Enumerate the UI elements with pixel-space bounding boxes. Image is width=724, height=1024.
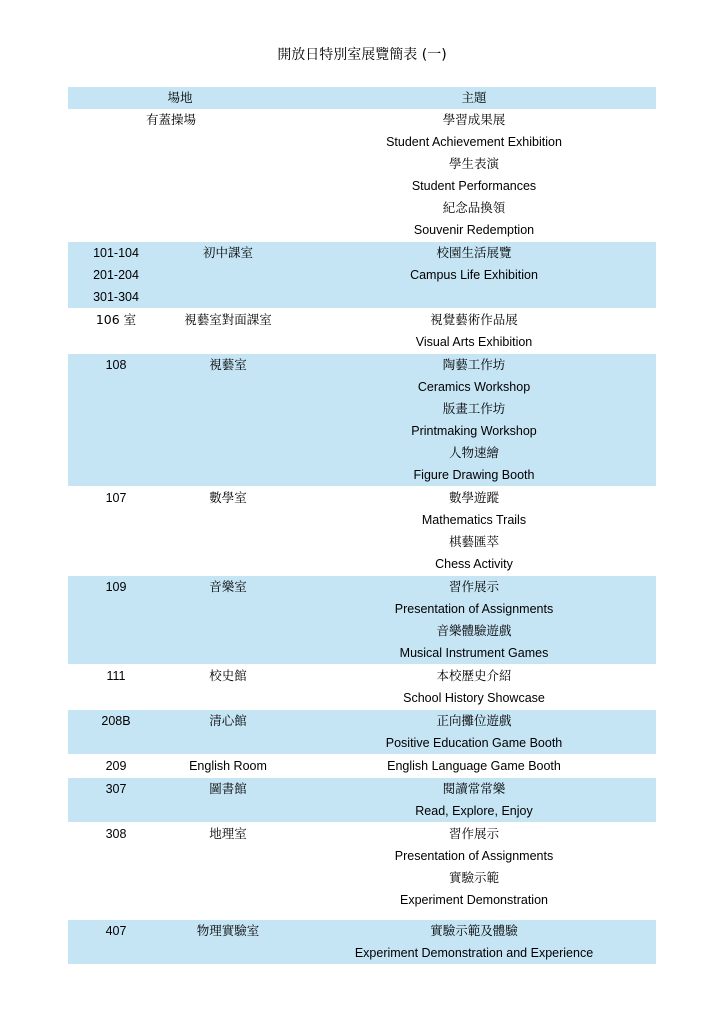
theme-cell: 校園生活展覽 — [436, 245, 512, 260]
theme-cell: Ceramics Workshop — [417, 380, 531, 394]
theme-cell: 紀念品換領 — [442, 200, 506, 215]
row-line — [68, 264, 656, 286]
row-line — [68, 153, 656, 175]
room-cell: 201-204 — [93, 268, 139, 282]
room-cell: 109 — [105, 580, 127, 594]
theme-cell: 學習成果展 — [442, 112, 506, 127]
venue-cell: 物理實驗室 — [196, 923, 260, 938]
table-row — [68, 242, 656, 309]
row-line — [68, 942, 656, 964]
room-cell: 209 — [105, 759, 127, 773]
row-line — [68, 642, 656, 664]
row-line — [68, 687, 656, 709]
venue-cell: 初中課室 — [202, 245, 253, 260]
row-line — [68, 331, 656, 353]
row-line — [68, 487, 656, 509]
theme-cell: Presentation of Assignments — [394, 849, 554, 863]
row-line — [68, 710, 656, 732]
room-cell: 101-104 — [93, 246, 139, 260]
theme-cell: 棋藝匯萃 — [448, 534, 499, 549]
table-row — [68, 576, 656, 665]
table-row — [68, 309, 656, 354]
venue-cell: 清心館 — [209, 713, 247, 728]
table-row — [68, 354, 656, 487]
row-line — [68, 109, 656, 131]
row-line — [68, 778, 656, 800]
table-row — [68, 823, 656, 912]
row-line — [68, 889, 656, 911]
row-line — [68, 354, 656, 376]
venue-cell: 校史館 — [209, 668, 247, 683]
theme-cell: Musical Instrument Games — [399, 646, 549, 660]
room-cell: 407 — [105, 924, 127, 938]
table-header — [68, 87, 656, 109]
row-line — [68, 598, 656, 620]
page-title: 開放日特別室展覽簡表 (一) — [277, 47, 447, 63]
row-line — [68, 219, 656, 241]
venue-cell: 視藝室 — [209, 357, 247, 372]
table-row — [68, 710, 656, 755]
theme-cell: 習作展示 — [448, 826, 499, 841]
row-line — [68, 665, 656, 687]
room-cell: 106 室 — [95, 312, 137, 327]
table-row — [68, 920, 656, 965]
room-cell: 111 — [106, 669, 126, 683]
row-line — [68, 131, 656, 153]
theme-cell: 實驗示範 — [448, 870, 499, 885]
theme-cell: Visual Arts Exhibition — [415, 335, 533, 349]
theme-cell: 版畫工作坊 — [442, 401, 506, 416]
theme-cell: 視覺藝術作品展 — [430, 312, 518, 327]
row-line — [68, 509, 656, 531]
row-line — [68, 620, 656, 642]
theme-cell: 音樂體驗遊戲 — [436, 623, 512, 638]
row-line — [68, 531, 656, 553]
theme-cell: Presentation of Assignments — [394, 602, 554, 616]
theme-cell: 實驗示範及體驗 — [430, 923, 518, 938]
room-cell: 107 — [105, 491, 127, 505]
row-line — [68, 175, 656, 197]
venue-cell: 音樂室 — [209, 579, 247, 594]
row-line — [68, 442, 656, 464]
theme-cell: Read, Explore, Enjoy — [415, 804, 533, 818]
table-row — [68, 755, 656, 778]
theme-cell: 數學遊蹤 — [448, 490, 499, 505]
row-line — [68, 398, 656, 420]
row-line — [68, 823, 656, 845]
room-cell: 208B — [101, 714, 131, 728]
venue-cell: 圖書館 — [209, 781, 247, 796]
row-line — [68, 800, 656, 822]
room-cell: 308 — [105, 827, 127, 841]
row-line — [68, 242, 656, 264]
table-row — [68, 487, 656, 576]
theme-cell: Experiment Demonstration — [400, 893, 548, 907]
theme-cell: 陶藝工作坊 — [442, 357, 506, 372]
venue-cell: 視藝室對面課室 — [184, 312, 272, 327]
row-line — [68, 376, 656, 398]
row-line — [68, 920, 656, 942]
table-row — [68, 665, 656, 710]
theme-cell: Student Performances — [411, 179, 537, 193]
venue-cell: 數學室 — [209, 490, 247, 505]
theme-cell: Chess Activity — [435, 557, 513, 571]
room-cell: 108 — [105, 358, 127, 372]
venue-cell: English Room — [189, 759, 267, 773]
row-line — [68, 845, 656, 867]
row-line — [68, 286, 656, 308]
theme-cell: English Language Game Booth — [387, 759, 561, 773]
header-venue: 場地 — [167, 90, 193, 105]
venue-cell: 地理室 — [209, 826, 247, 841]
row-line — [68, 464, 656, 486]
theme-cell: 正向攤位遊戲 — [436, 713, 512, 728]
theme-cell: 學生表演 — [448, 156, 499, 171]
theme-cell: 習作展示 — [448, 579, 499, 594]
theme-cell: 閱讀常常樂 — [442, 781, 506, 796]
theme-cell: Printmaking Workshop — [411, 424, 537, 438]
row-line — [68, 755, 656, 777]
header-theme: 主題 — [461, 90, 487, 105]
row-line — [68, 309, 656, 331]
theme-cell: Student Achievement Exhibition — [386, 135, 562, 149]
theme-cell: Mathematics Trails — [421, 513, 527, 527]
venue-cell: 有蓋操場 — [145, 112, 196, 127]
theme-cell: School History Showcase — [403, 691, 545, 705]
row-line — [68, 420, 656, 442]
theme-cell: Experiment Demonstration and Experience — [354, 946, 594, 960]
theme-cell: Positive Education Game Booth — [385, 736, 563, 750]
row-line — [68, 867, 656, 889]
room-cell: 307 — [105, 782, 127, 796]
row-spacer — [68, 912, 656, 920]
table-row — [68, 778, 656, 823]
exhibition-table — [68, 87, 656, 965]
row-line — [68, 553, 656, 575]
theme-cell: Souvenir Redemption — [413, 223, 535, 237]
theme-cell: Figure Drawing Booth — [413, 468, 535, 482]
room-cell: 301-304 — [93, 290, 139, 304]
row-line — [68, 576, 656, 598]
theme-cell: 本校歷史介紹 — [436, 668, 512, 683]
theme-cell: 人物速繪 — [448, 445, 499, 460]
table-row — [68, 109, 656, 242]
row-line — [68, 732, 656, 754]
row-line — [68, 197, 656, 219]
theme-cell: Campus Life Exhibition — [410, 268, 538, 282]
